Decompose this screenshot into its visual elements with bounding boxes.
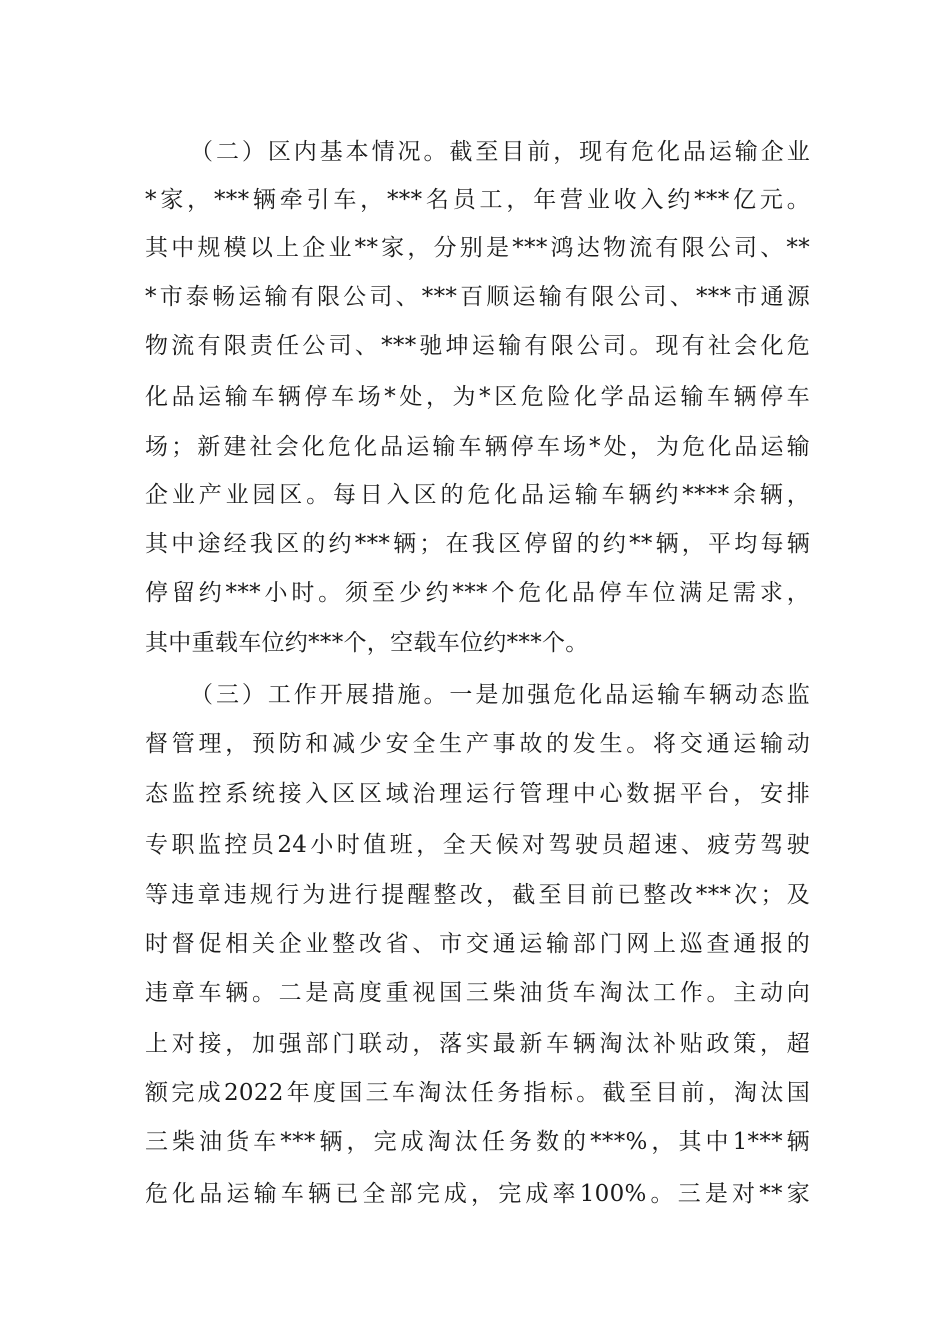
paragraph-2-line-5: 物流有限责任公司、***驰坤运输有限公司。现有社会化危 — [145, 333, 810, 359]
paragraph-3-line-2: 督管理，预防和减少安全生产事故的发生。将交通运输动 — [145, 731, 810, 757]
paragraph-2-line-6: 化品运输车辆停车场*处，为*区危险化学品运输车辆停车 — [145, 384, 810, 410]
paragraph-3-line-1: （三）工作开展措施。一是加强危化品运输车辆动态监 — [190, 682, 810, 708]
paragraph-2-line-7: 场；新建社会化危化品运输车辆停车场*处，为危化品运输 — [145, 434, 810, 460]
paragraph-3-line-7: 违章车辆。二是高度重视国三柴油货车淘汰工作。主动向 — [145, 980, 810, 1006]
paragraph-3-line-11: 危化品运输车辆已全部完成，完成率100%。三是对**家 — [145, 1181, 810, 1207]
paragraph-3-line-3: 态监控系统接入区区域治理运行管理中心数据平台，安排 — [145, 781, 810, 807]
paragraph-2-line-3: 其中规模以上企业**家，分别是***鸿达物流有限公司、** — [145, 235, 810, 261]
paragraph-2-line-10: 停留约***小时。须至少约***个危化品停车位满足需求， — [145, 580, 810, 606]
paragraph-3-line-8: 上对接，加强部门联动，落实最新车辆淘汰补贴政策，超 — [145, 1031, 810, 1057]
paragraph-2-line-8: 企业产业园区。每日入区的危化品运输车辆约****余辆， — [145, 482, 810, 508]
paragraph-2-line-4: *市泰畅运输有限公司、***百顺运输有限公司、***市通源 — [145, 284, 810, 310]
paragraph-2-line-1: （二）区内基本情况。截至目前，现有危化品运输企业 — [190, 139, 810, 165]
paragraph-3-line-10: 三柴油货车***辆，完成淘汰任务数的***%，其中1***辆 — [145, 1129, 810, 1155]
paragraph-3-line-5: 等违章违规行为进行提醒整改，截至目前已整改***次；及 — [145, 882, 810, 908]
paragraph-3-line-4: 专职监控员24小时值班，全天候对驾驶员超速、疲劳驾驶 — [145, 832, 810, 858]
paragraph-3-line-9: 额完成2022年度国三车淘汰任务指标。截至目前，淘汰国 — [145, 1080, 810, 1106]
paragraph-2-line-2: *家，***辆牵引车，***名员工，年营业收入约***亿元。 — [145, 187, 810, 213]
paragraph-2-line-9: 其中途经我区的约***辆；在我区停留的约**辆，平均每辆 — [145, 531, 810, 557]
paragraph-2-line-11: 其中重载车位约***个，空载车位约***个。 — [145, 630, 589, 656]
paragraph-3-line-6: 时督促相关企业整改省、市交通运输部门网上巡查通报的 — [145, 931, 810, 957]
